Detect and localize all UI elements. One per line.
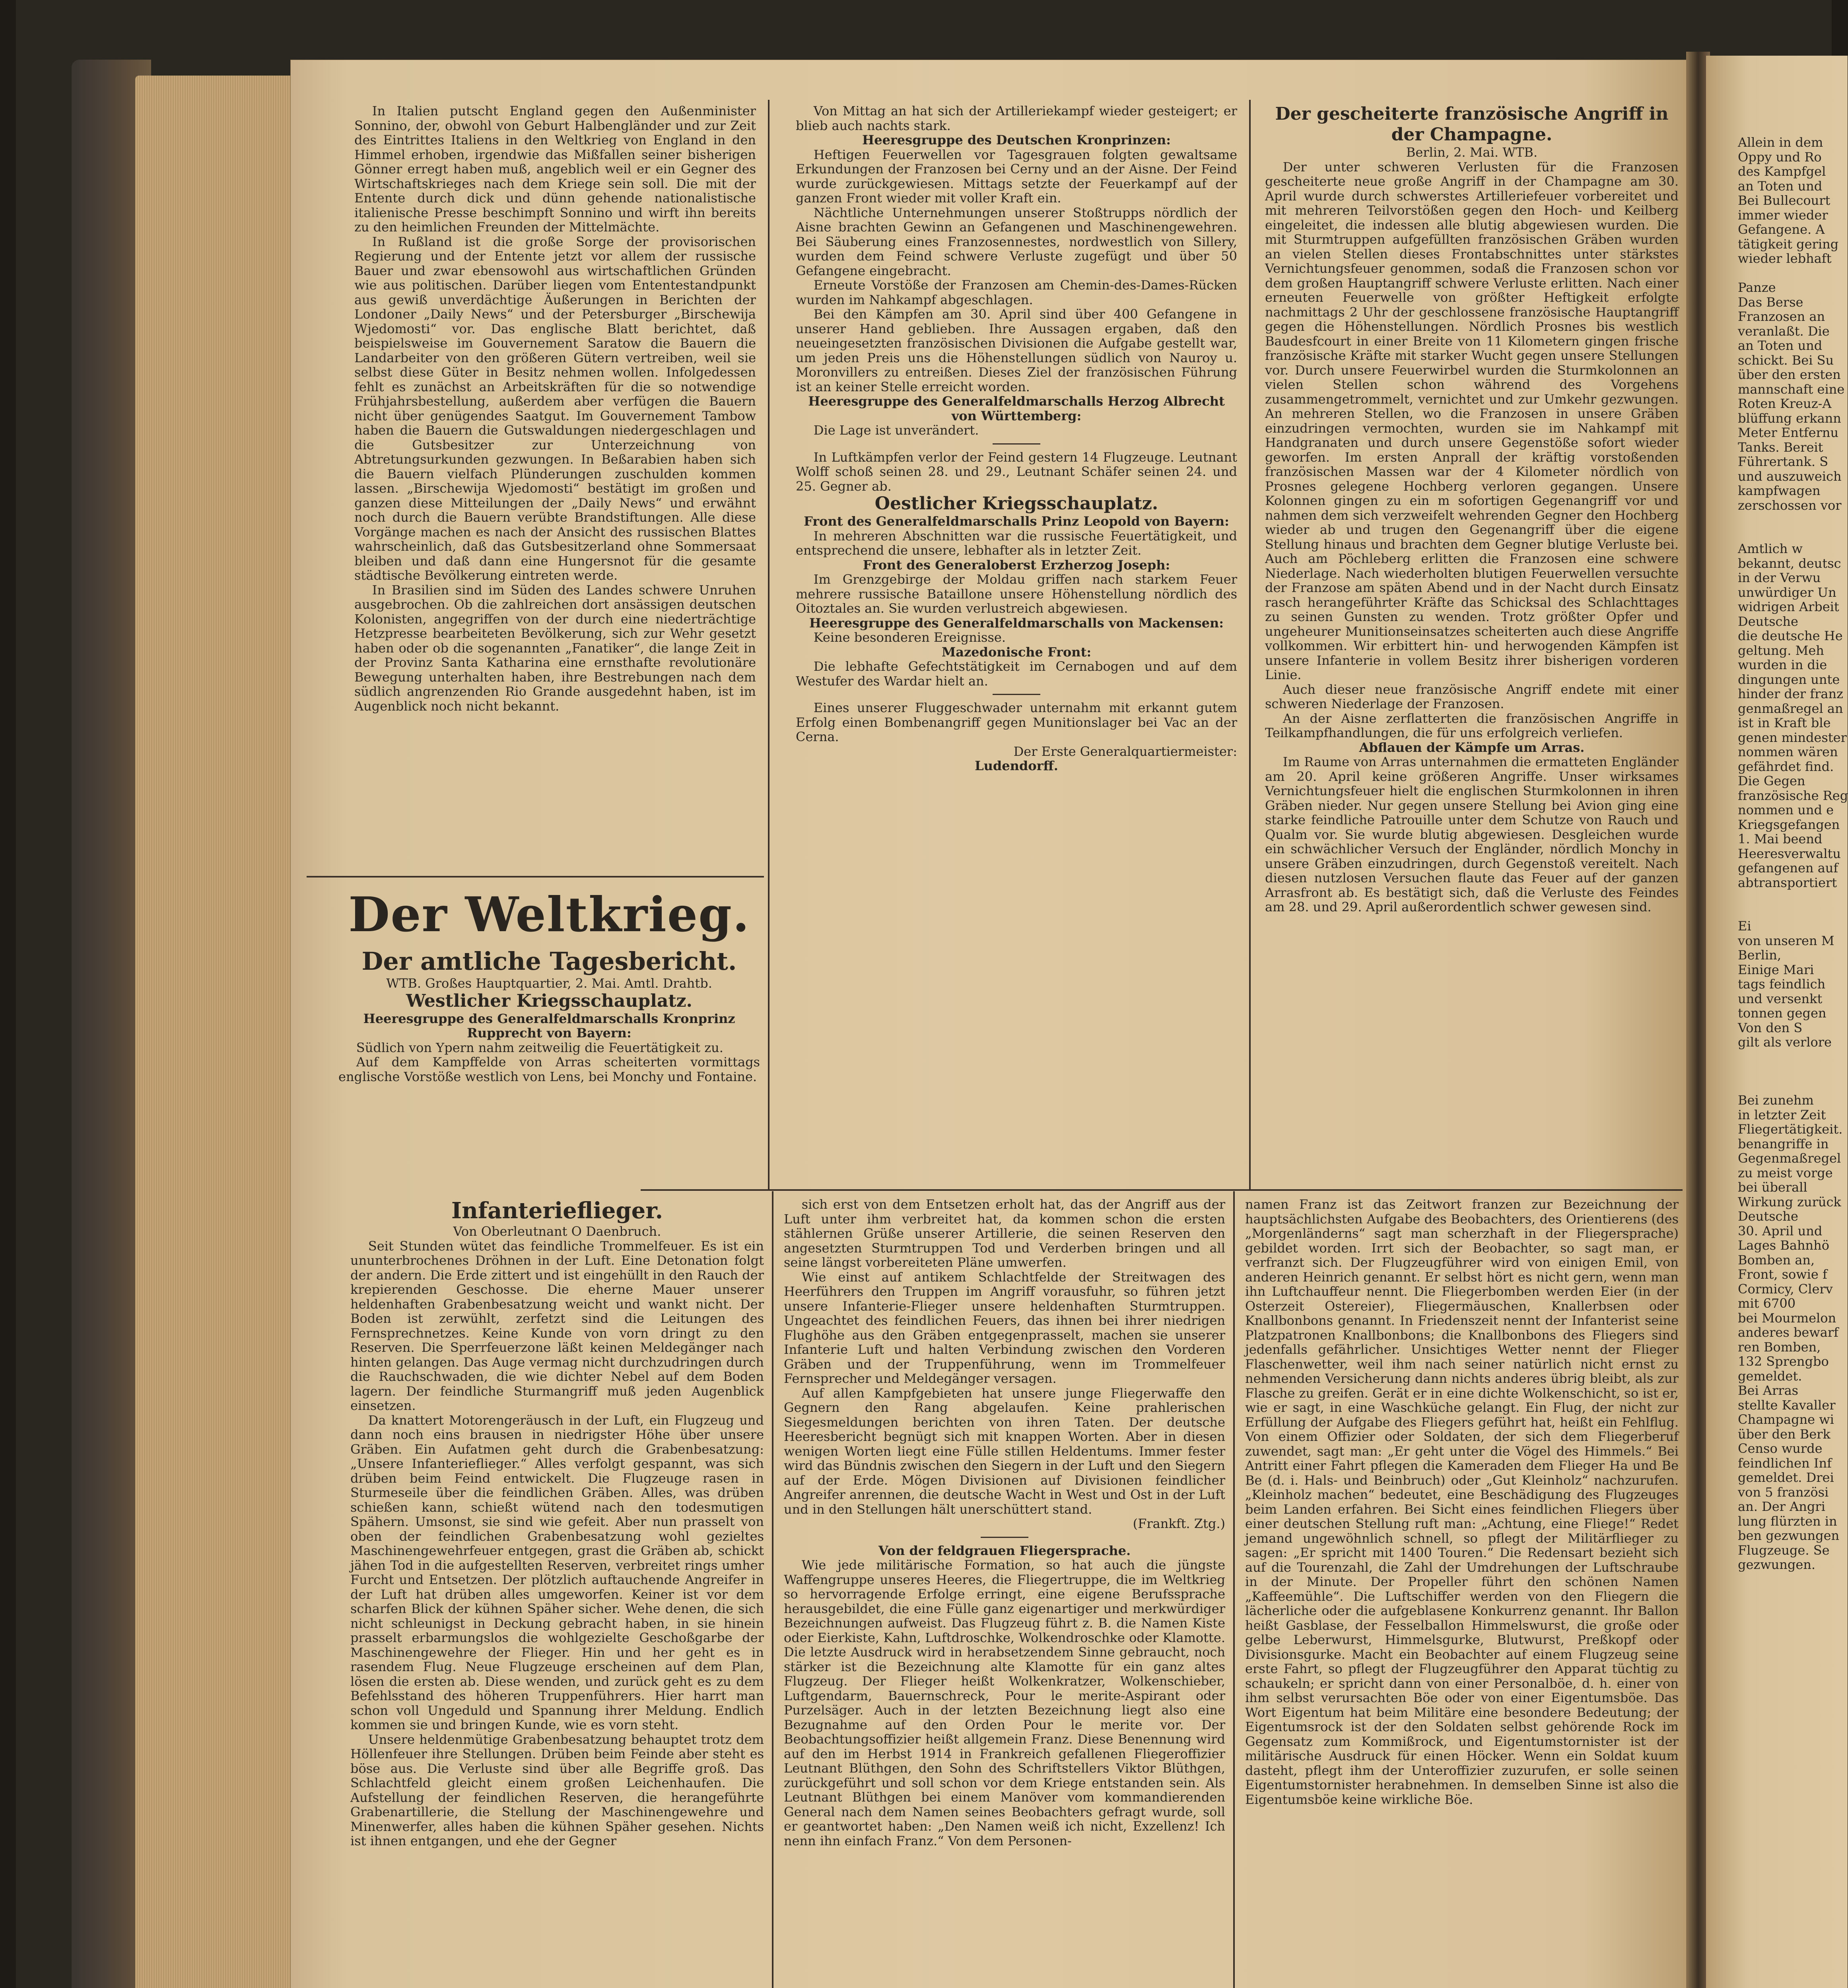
army-group-heading: Heeresgruppe des Generalfeldmarschalls Herzog Albrecht von Württemberg: <box>808 394 1225 423</box>
facing-page-line: von unseren M <box>1738 933 1834 948</box>
facing-page-line: Allein in dem <box>1738 135 1823 150</box>
book-photo-background <box>16 0 1848 1988</box>
report-paragraph: Keine besonderen Ereignisse. <box>813 630 1006 645</box>
facing-page-line: genmaßregel an <box>1738 701 1843 716</box>
facing-page-line: blüffung erkann <box>1738 410 1841 426</box>
column-rule <box>1249 100 1251 1189</box>
facing-page-line: ist in Kraft ble <box>1738 715 1831 730</box>
facing-page-line: dingungen unte <box>1738 672 1840 687</box>
champagne-article <box>1265 104 1679 914</box>
report-paragraph: Heftigen Feuerwellen vor Tagesgrauen folgten gewaltsame Erkundungen der Franzosen bei Cerny und an der Aisne. Der Feind wurde zurückgewiesen. Mittags setzte der Feuerkampf auf der ganzen Front wieder mit voller Kraft ein. <box>796 147 1237 206</box>
facing-page-line: Die Gegen <box>1738 773 1805 788</box>
facing-page-line: ben gezwungen <box>1738 1528 1840 1543</box>
facing-page-line: tätigkeit gering <box>1738 236 1839 252</box>
army-group-heading: Heeresgruppe des Deutschen Kronprinzen: <box>862 132 1171 148</box>
facing-page-line: kampfwagen <box>1738 483 1821 498</box>
facing-page-line: mit 6700 <box>1738 1296 1796 1311</box>
facing-page-line: Meter Entfernu <box>1738 425 1839 440</box>
facing-page-line: bei überall <box>1738 1180 1807 1195</box>
army-group-heading: Front des Generalfeldmarschalls Prinz Leopold von Bayern: <box>804 514 1229 529</box>
newspaper-page <box>290 60 1691 1988</box>
column-rule <box>772 1191 773 1988</box>
facing-page-line: und auszuweich <box>1738 468 1842 484</box>
report-paragraph: Die Lage ist unverändert. <box>813 423 979 438</box>
fliegersprache-continuation <box>1245 1197 1679 1807</box>
signature-title: Der Erste Generalquartiermeister: <box>1013 744 1237 759</box>
report-paragraph: Von Mittag an hat sich der Artilleriekampf wieder gesteigert; er blieb auch nachts stark. <box>796 103 1237 133</box>
report-continuation-column <box>796 104 1237 773</box>
facing-page-line: nommen und e <box>1738 802 1834 817</box>
facing-page-line: 132 Sprengbo <box>1738 1354 1829 1369</box>
facing-page-line: Censo wurde <box>1738 1441 1823 1456</box>
facing-page-line: tags feindlich <box>1738 977 1826 992</box>
facing-page-line: Einige Mari <box>1738 962 1814 977</box>
facing-page-line: Führertank. S <box>1738 454 1829 469</box>
facing-page-line: Bomben an, <box>1738 1252 1815 1268</box>
facing-page-line: Lages Bahnhö <box>1738 1238 1830 1253</box>
facing-page-line: benangriffe in <box>1738 1136 1829 1151</box>
facing-page-line: an. Der Angri <box>1738 1499 1825 1514</box>
facing-page-line: Wirkung zurück <box>1738 1194 1841 1209</box>
facing-page-line: die deutsche He <box>1738 628 1843 643</box>
report-paragraph: Eines unserer Fluggeschwader unternahm mit erkannt gutem Erfolg einen Bombenangriff gegen Munitionslager bei Vac an der Cerna. <box>796 700 1237 744</box>
facing-page-line <box>1738 1079 1841 1093</box>
facing-page-line: Cormicy, Clerv <box>1738 1281 1833 1297</box>
facing-page-line: mannschaft eine <box>1738 381 1845 397</box>
facing-page-line: immer wieder <box>1738 207 1828 223</box>
facing-page-line: bekannt, deutsc <box>1738 555 1841 571</box>
facing-page-line: Flugzeuge. Se <box>1738 1542 1830 1558</box>
foreign-news-column <box>354 104 756 713</box>
article-paragraph: Da knattert Motorengeräusch in der Luft, ein Flugzeug und dann noch eins brausen in niedrigster Höhe über unsere Gräben. Ein Aufatmen geht durch die Grabenbesatzung: „Unsere Infanterieflieger.“ Alles verfolgt gespannt, was sich drüben beim Feind entwickelt. Die Flugzeuge rasen in Sturmeseile über die feindlichen Gräben. Alles, was drüben schießen kann, schießt wütend nach den todesmutigen Spähern. Umsonst, sie sind wie gefeit. Aber nun prasselt von oben der feindlichen Grabenbesatzung wohl gezieltes Maschinengewehrfeuer entgegen, grast die Gräben ab, schickt jähen Tod in die aufgestellten Reserven, verbreitet rings umher Furcht und Entsetzen. Der plötzlich auftauchende Angreifer in der Luft hat drüben alles umgeworfen. Keiner ist vor dem scharfen Blick der kühnen Späher sicher. Wehe denen, die sich nicht schleunigst in Deckung gebracht haben, in sie hinein prasselt erbarmungslos die wohlgezielte Geschoßgarbe der Maschinengewehre der Flieger. Hin und her geht es in rasendem Flug. Neue Flugzeuge erscheinen auf dem Plan, lösen die ersten ab. Diese wenden, und zurück geht es zu dem Befehlsstand des höheren Truppenführers. Hier harrt man schon voll Ungeduld und Spannung ihrer Meldung. Endlich kommen sie und bringen Kunde, wie es vorn steht. <box>350 1412 764 1732</box>
facing-page-line: und versenkt <box>1738 991 1823 1006</box>
report-paragraph: Die lebhafte Gefechtstätigkeit im Cernabogen und auf dem Westufer des Wardar hielt an. <box>796 659 1237 689</box>
facing-page-line: wieder lebhaft <box>1738 251 1832 266</box>
facing-page-edge <box>1706 56 1848 1988</box>
infanterieflieger-article <box>350 1197 764 1848</box>
article-paragraph: Im Raume von Arras unternahmen die ermatteten Engländer am 20. April keine größeren Angriffe. Unser wirksames Vernichtungsfeuer hielt die englischen Sturmkolonnen in ihren Gräben nieder. Nur gegen unsere Stellung bei Avion ging eine starke feindliche Patrouille unter dem Schutze von Rauch und Qualm vor. Sie wurde blutig abgewiesen. Desgleichen wurde ein schwächlicher Versuch der Engländer, nördlich Monchy in unsere Gräben einzudringen, durch Gegenstoß vereitelt. Nach diesen nutzlosen Versuchen flaute das Feuer auf der ganzen Arrasfront ab. Es bestätigt sich, daß die Verluste des Feindes am 28. und 29. April außerordentlich schwer gewesen sind. <box>1265 754 1679 914</box>
facing-page-line: Fliegertätigkeit. <box>1738 1122 1843 1137</box>
facing-page-line <box>1738 513 1841 527</box>
facing-page-line: stellte Kavaller <box>1738 1397 1836 1413</box>
separator-rule <box>993 443 1040 445</box>
author-line: Von Oberleutnant O Daenbruch. <box>453 1224 661 1239</box>
facing-page-line: französische Reg <box>1738 788 1848 803</box>
facing-page-line: gemeldet. <box>1738 1368 1802 1384</box>
article-paragraph: Wie einst auf antikem Schlachtfelde der Streitwagen des Heerführers den Truppen im Angriff vorausfuhr, so führen jetzt unsere Infanterie-Flieger unsere heldenhaften Sturmtruppen. Ungeachtet des feindlichen Feuers, das ihnen bei ihrer niedrigen Flughöhe aus den Gräben entgegenprasselt, machen sie unserer Infanterie Luft und halten Verbindung zwischen den Vorderen Gräben und der Truppenführung, wenn im Trommelfeuer Fernsprecher und Meldegänger versagen. <box>784 1269 1225 1386</box>
facing-page-line: gilt als verlore <box>1738 1035 1832 1050</box>
facing-page-line: an Toten und <box>1738 178 1823 194</box>
facing-page-line: Bei Arras <box>1738 1383 1799 1398</box>
italy-paragraph: In Italien putscht England gegen den Außenminister Sonnino, der, obwohl von Geburt Halbengländer und zur Zeit des Eintrittes Italiens in den Weltkrieg von England in den Himmel erhoben, irgendwie das Mißfallen seiner bisherigen Gönner erregt haben muß, angeblich weil er ein Gegner des Wirtschaftskrieges nach dem Kriege sein soll. Die mit der Entente durch dick und dünn gehende nationalistische italienische Presse beschimpft Sonnino und wirft ihn bereits zu den heimlichen Freunden der Mittelmächte. <box>354 103 756 235</box>
facing-page-line: unwürdiger Un <box>1738 584 1836 600</box>
facing-page-line: widrigen Arbeit <box>1738 599 1839 614</box>
facing-page-line: Franzosen an <box>1738 309 1825 324</box>
separator-rule <box>981 1537 1028 1538</box>
report-paragraph: Im Grenzgebirge der Moldau griffen nach starkem Feuer mehrere russische Bataillone unsere Höhenstellung nördlich des Oitoztales an. Sie wurden verlustreich abgewiesen. <box>796 572 1237 616</box>
weltkrieg-section <box>338 883 760 1084</box>
horizontal-rule <box>641 1189 1683 1191</box>
facing-page-line: ren Bomben, <box>1738 1339 1821 1355</box>
facing-page-line <box>1738 1050 1841 1064</box>
facing-page-line: nommen wären <box>1738 744 1838 759</box>
facing-page-line: Deutsche <box>1738 1209 1798 1224</box>
facing-page-line: Berlin, <box>1738 947 1781 963</box>
facing-page-line: gezwungen. <box>1738 1557 1816 1572</box>
arras-heading: Abflauen der Kämpfe um Arras. <box>1359 740 1585 755</box>
facing-page-line: Amtlich w <box>1738 541 1803 556</box>
article-paragraph: Seit Stunden wütet das feindliche Trommelfeuer. Es ist ein ununterbrochenes Dröhnen in der Luft. Eine Detonation folgt der andern. Die Erde zittert und ist eingehüllt in den Rauch der krepierenden Geschosse. Die eherne Mauer unserer heldenhaften Grabenbesatzung weicht und wankt nicht. Der Boden ist zerwühlt, zerfetzt sind die Leitungen des Fernsprechnetzes. Keine Kunde von vorn dringt zu den Reserven. Die Sperrfeuerzone läßt keinen Meldegänger nach hinten gelangen. Das Auge vermag nicht durchzudringen durch die Rauchschwaden, die wie dichter Nebel auf dem Boden lagern. Der feindliche Sturmangriff muß jeden Augenblick einsetzen. <box>350 1238 764 1413</box>
facing-page-line <box>1738 1064 1841 1079</box>
facing-page-line: anderes bewarf <box>1738 1325 1838 1340</box>
facing-page-line: gefangenen auf <box>1738 860 1838 876</box>
fliegersprache-title: Von der feldgrauen Fliegersprache. <box>878 1543 1131 1558</box>
east-front-title: Oestlicher Kriegsschauplatz. <box>874 493 1158 514</box>
facing-page-line: 30. April und <box>1738 1223 1823 1239</box>
facing-page-line: Bei Bullecourt <box>1738 193 1831 208</box>
facing-page-line: Front, sowie f <box>1738 1267 1827 1282</box>
champagne-dateline: Berlin, 2. Mai. WTB. <box>1406 145 1538 160</box>
facing-page-line: Champagne wi <box>1738 1412 1834 1427</box>
macedonia-heading: Mazedonische Front: <box>941 644 1092 660</box>
facing-page-text <box>1738 135 1848 1572</box>
article-paragraph: Der unter schweren Verlusten für die Franzosen gescheiterte neue große Angriff in der Champagne am 30. April wurde durch schwerstes Artilleriefeuer vorbereitet und mit mehreren Teilvorstößen gegen den Hoch- und Keilberg eingeleitet, die indessen alle blutig abgewiesen wurden. Die mit Sturmtruppen aufgefüllten französischen Gräben wurden an vielen Stellen dieses Frontabschnittes unter stärkstes Vernichtungsfeuer genommen, sodaß die Franzosen schon vor dem großen Hauptangriff schwere Verluste erlitten. Nach einer erneuten Feuerwelle von größter Heftigkeit erfolgte nachmittags 2 Uhr der geschlossene französische Hauptangriff gegen die Höhenstellungen. Nördlich Prosnes bis westlich Baudesfcourt in einer Breite von 11 Kilometern gingen frische französische Kräfte mit starker Wucht gegen unsere Stellungen vor. Durch unsere Feuerwirbel wurden die Sturmkolonnen an vielen Stellen schon während des Vorgehens zusammengetrommelt, vernichtet und zur Umkehr gezwungen. An mehreren Stellen, wo die Franzosen in unsere Gräben einzudringen vermochten, wurden sie im Nahkampf mit Handgranaten und durch unsere Gegenstöße sofort wieder geworfen. Im ersten Anprall der kräftig vorstoßenden französischen Massen war der 4 Kilometer nördlich von Prosnes gelegene Hochberg verloren gegangen. Unsere Kolonnen gingen zu ein m sofortigen Gegenangriff vor und nahmen dem sich verzweifelt wehrenden Gegner den Hochberg wieder ab und trugen den Gegenangriff über die eigene Stellung hinaus und brachten dem Gegner blutige Verluste bei. Auch am Pöchleberg erlitten die Franzosen eine schwere Niederlage. Nach wiederholten blutigen Feuerwellen versuchte der Franzose am späten Abend und in der Nacht durch Einsatz rasch herangeführter Kräfte das Schicksal des Schlachttages zu seinen Gunsten zu wenden. Trotz größter Opfer und ungeheurer Munitionseinsatzes scheiterten auch diese Angriffe vollkommen. Wir erbittert hin- und herwogenden Kämpfen ist unsere Infanterie in vollem Besitz ihrer bisherigen vorderen Linie. <box>1265 159 1679 682</box>
facing-page-line: veranlaßt. Die <box>1738 323 1830 339</box>
facing-page-line: schickt. Bei Su <box>1738 352 1834 368</box>
facing-page-line: geltung. Meh <box>1738 643 1824 658</box>
west-front-title: Westlicher Kriegsschauplatz. <box>406 990 692 1011</box>
facing-page-line: 1. Mai beend <box>1738 831 1823 846</box>
column-rule <box>1233 1191 1235 1988</box>
facing-page-line: Tanks. Bereit <box>1738 439 1823 455</box>
article-paragraph: sich erst von dem Entsetzen erholt hat, das der Angriff aus der Luft unter ihm verbreitet hat, da kommen schon die ersten stählernen Grüße unserer Artillerie, die seinen Reserven den angesetzten Sturmtruppen Tod und Verderben bringen und all seine längst vorbereiteten Pläne umwerfen. <box>784 1197 1225 1270</box>
facing-page-line: abtransportiert <box>1738 875 1837 890</box>
article-paragraph: Wie jede militärische Formation, so hat auch die jüngste Waffengruppe unseres Heeres, die Fliegertruppe, die im Weltkrieg so hervorragende Erfolge erringt, eine eigene Berufssprache herausgebildet, die eine Fülle ganz eigenartiger und merkwürdiger Bezeichnungen aufweist. Das Flugzeug führt z. B. die Namen Kiste oder Eierkiste, Kahn, Luftdroschke, Wolkendroschke oder Klamotte. Die letzte Ausdruck wird in herabsetzendem Sinne gebraucht, noch stärker ist die Bezeichnung alte Klamotte für ein ganz altes Flugzeug. Der Flieger heißt Wolkenkratzer, Wolkenschieber, Luftgendarm, Bauernschreck, Pour le merite-Aspirant oder Purzelsäger. Auch in der letzten Bezeichnung liegt also eine Bezugnahme auf den Orden Pour le merite vor. Der Beobachtungsoffizier heißt allgemein Franz. Diese Benennung wird auf den im Herbst 1914 in Frankreich gefallenen Fliegeroffizier Leutnant Blüthgen, den Sohn des Schriftstellers Viktor Blüthgen, zurückgeführt und soll schon vor dem Kriege entstanden sein. Als Leutnant Blüthgen bei einem Manöver vom kommandierenden General nach dem Namen seines Beobachters gefragt wurde, soll er geantwortet haben: „Den Namen weiß ich nicht, Exzellenz! Ich nenn ihn einfach Franz.“ Von dem Personen- <box>784 1557 1225 1848</box>
facing-page-line <box>1738 905 1841 919</box>
facing-page-line: genen mindester <box>1738 730 1847 745</box>
report-dateline: WTB. Großes Hauptquartier, 2. Mai. Amtl. Drahtb. <box>386 976 712 991</box>
tagesbericht-subtitle: Der amtliche Tagesbericht. <box>361 947 737 976</box>
facing-page-line: Roten Kreuz-A <box>1738 396 1832 411</box>
article-paragraph: Auf allen Kampfgebieten hat unsere junge Fliegerwaffe den Gegnern den Rang abgelaufen. Keine prahlerischen Siegesmeldungen berichten von ihren Taten. Der deutsche Heeresbericht begnügt sich mit knappen Worten. Aber in diesen wenigen Worten liegt eine Fülle stillen Heldentums. Immer fester wird das Bündnis zwischen den Siegern in der Luft und den Siegern auf der Erde. Mögen Divisionen auf Divisionen feindlicher Angreifer anrennen, die deutsche Wacht in West und Ost in der Luft und in den Stellungen hält unerschüttert stand. <box>784 1385 1225 1517</box>
facing-page-line: zerschossen vor <box>1738 497 1842 513</box>
facing-page-line: Kriegsgefangen <box>1738 817 1840 832</box>
facing-page-line: in der Verwu <box>1738 570 1821 585</box>
russia-paragraph: In Rußland ist die große Sorge der provisorischen Regierung und der Entente jetzt vor allem der russische Bauer und zwar ebensowohl aus wirtschaftlichen Gründen wie aus politischen. Darüber liegen vom Ententestandpunkt aus gewiß unverdächtige Äußerungen in Berichten der Londoner „Daily News“ und der Petersburger „Birschewija Wjedomosti“ vor. Das englische Blatt berichtet, daß beispielsweise im Gouvernement Saratow die Bauern die Landarbeiter von den größeren Gütern vertreiben, weil sie selbst diese Güter in Besitz nehmen wollen. Infolgedessen fehlt es zunächst an Arbeitskräften für die so notwendige Frühjahrsbestellung, außerdem aber verfügen die Bauern nicht über genügendes Saatgut. Im Gouvernement Tambow haben die Bauern die Gutswaldungen niedergeschlagen und die Gutsbesitzer zur Unterzeichnung von Abtretungsurkunden gezwungen. In Beßarabien haben sich die Bauern vielfach Plünderungen zuschulden kommen lassen. „Birschewija Wjedomosti“ bestätigt im großen und ganzen diese Mitteilungen der „Daily News“ und erwähnt noch durch die Bauern verübte Brandstiftungen. Alle diese Vorgänge machen es nach der Ansicht des russischen Blattes wahrscheinlich, daß das Gutsbesitzerland ohne Sommersaat bleiben und daß dann eine Hungersnot für die gesamte städtische Bevölkerung eintreten werde. <box>354 234 756 583</box>
army-group-heading: Front des Generaloberst Erzherzog Joseph: <box>863 557 1170 573</box>
facing-page-line: über den Berk <box>1738 1426 1831 1442</box>
report-paragraph: In mehreren Abschnitten war die russische Feuertätigkeit, und entsprechend die unsere, lebhafter als in letzter Zeit. <box>796 528 1237 558</box>
facing-page-line: Oppy und Ro <box>1738 149 1822 165</box>
report-paragraph: Auf dem Kampffelde von Arras scheiterten vormittags englische Vorstöße westlich von Lens, bei Monchy und Fontaine. <box>338 1054 760 1084</box>
facing-page-line: Heeresverwaltu <box>1738 846 1841 861</box>
facing-page-line: Von den S <box>1738 1020 1803 1035</box>
article-paragraph: Auch dieser neue französische Angriff endete mit einer schweren Niederlage der Franzosen. <box>1265 681 1679 711</box>
facing-page-line: des Kampfgel <box>1738 164 1826 179</box>
article-paragraph: namen Franz ist das Zeitwort franzen zur Bezeichnung der hauptsächlichsten Aufgabe des Beobachters, des Orientierens (des „Morgenländerns“ sagt man scherzhaft in der Fliegersprache) gebildet worden. Irrt sich der Beobachter, so sagt man, er verfranzt sich. Der Flugzeugführer wird von einigen Emil, von anderen Heinrich genannt. Er selbst hört es nicht gern, wenn man ihn Luftchauffeur nennt. Die Fliegerbomben werden Eier (in der Osterzeit Ostereier), Fliegermäuschen, Knallerbsen oder Knallbonbons genannt. In Friedenszeit nennt der Infanterist seine Platzpatronen Knallbonbons; die Knallbonbons des Fliegers sind jedenfalls gefährlicher. Unsichtiges Wetter nennt der Flieger Flaschenwetter, weil ihm nach seiner natürlich nicht ernst zu nehmenden Versicherung dann nichts anderes übrig bleibt, als zur Flasche zu greifen. Gerät er in eine dichte Wolkenschicht, so ist er, wie er sagt, in eine Waschküche gelangt. Ein Flug, der nicht zur Erfüllung der Aufgabe des Fliegers geführt hat, heißt ein Fehlflug. Von einem Offizier oder Soldaten, der sich dem Fliegerberuf zuwendet, sagt man: „Er geht unter die Vögel des Himmels.“ Bei Antritt einer Fahrt pflegen die Kameraden dem Flieger Ha und Be Be (d. i. Hals- und Beinbruch) oder „Gut Kleinholz“ nachzurufen. „Kleinholz machen“ bedeutet, eine Beschädigung des Flugzeuges beim Landen erfahren. Bei Sicht eines feindlichen Fliegers über einer deutschen Stellung ruft man: „Achtung, eine Fliege!“ Redet jemand ungewöhnlich schnell, so pflegt der Militärflieger zu sagen: „Er spricht mit 1400 Touren.“ Die Redensart bezieht sich auf die Tourenzahl, die Zahl der Umdrehungen der Luftschraube in der Minute. Der Propeller führt den schönen Namen „Kaffeemühle“. Die Luftschiffer werden von den Fliegern die lächerliche oder die aufgeblasene Konkurrenz genannt. Ihr Ballon heißt Gasblase, der Fesselballon Himmelswurst, die große oder gelbe Leberwurst, Himmelsgurke, Blutwurst, Preßkopf oder Divisionsgurke. Macht ein Beobachter auf einem Flugzeug seine erste Fahrt, so pflegt der Flugzeugführer den Apparat tüchtig zu schaukeln; er spricht dann von einer Personalböe, d. h. einer von ihm selbst verursachten Böe oder von einer Eigentumsböe. Das Wort Eigentum hat beim Militäre eine besondere Bedeutung; der Eigentumsrock ist der den Soldaten selbst gehörende Rock im Gegensatz zum Kommißrock, und Eigentumstornister ist der militärische Ausdruck für einen Höcker. Wenn ein Soldat kuum dasteht, pflegt ihm der Unteroffizier zuzurufen, er solle seinen Eigentumstornister herabnehmen. In demselben Sinne ist also die Eigentumsböe keine wirkliche Böe. <box>1245 1197 1679 1807</box>
facing-page-line: Gegenmaßregel <box>1738 1151 1841 1166</box>
facing-page-line: bei Mourmelon <box>1738 1310 1836 1326</box>
facing-page-line: zu meist vorge <box>1738 1165 1833 1180</box>
source-credit: (Frankft. Ztg.) <box>1133 1516 1225 1531</box>
page-stack-edge <box>135 76 302 1988</box>
report-paragraph: Südlich von Ypern nahm zeitweilig die Feuertätigkeit zu. <box>356 1040 723 1055</box>
weltkrieg-title: Der Weltkrieg. <box>348 887 750 943</box>
facing-page-line: tonnen gegen <box>1738 1006 1827 1021</box>
report-paragraph: In Luftkämpfen verlor der Feind gestern 14 Flugzeuge. Leutnant Wolff schoß seinen 28. und 29., Leutnant Schäfer seinen 24. und 25. Gegner ab. <box>796 449 1237 494</box>
horizontal-rule <box>307 876 764 878</box>
report-paragraph: Bei den Kämpfen am 30. April sind über 400 Gefangene in unserer Hand geblieben. Ihre Aussagen ergaben, daß den neueingesetzten französischen Divisionen die Aufgabe gestellt war, um jeden Preis uns die Höhenstellungen südlich von Nauroy u. Moronvillers zu entreißen. Dieses Ziel der französischen Führung ist an keiner Stelle erreicht worden. <box>796 307 1237 394</box>
signature-name: Ludendorff. <box>975 758 1058 773</box>
report-paragraph: Nächtliche Unternehmungen unserer Stoßtrupps nördlich der Aisne brachten Gewinn an Gefangenen und Maschinengewehren. Bei Säuberung eines Franzosennestes, nordwestlich von Sillery, wurden dem Feind schwere Verluste zugefügt und über 50 Gefangene eingebracht. <box>796 205 1237 278</box>
facing-page-line: gefährdet find. <box>1738 759 1834 774</box>
facing-page-line: lung flürzten in <box>1738 1513 1837 1529</box>
infanterieflieger-continuation <box>784 1197 1225 1848</box>
facing-page-line: wurden in die <box>1738 657 1827 672</box>
facing-page-line <box>1738 890 1841 905</box>
article-paragraph: An der Aisne zerflatterten die französischen Angriffe in Teilkampfhandlungen, die für uns erfolgreich verliefen. <box>1265 711 1679 740</box>
separator-rule <box>993 694 1040 695</box>
brazil-paragraph: In Brasilien sind im Süden des Landes schwere Unruhen ausgebrochen. Ob die zahlreichen dort ansässigen deutschen Kolonisten, angegriffen von der durch eine niederträchtige Hetzpresse bearbeiteten Bevölkerung, sich zur Wehr gesetzt haben oder ob die sogenannten „Fanatiker“, die lange Zeit in der Provinz Santa Katharina eine ernsthafte revolutionäre Bewegung unterhalten haben, ihre Bestrebungen nach dem südlich angrenzenden Rio Grande ausgedehnt haben, ist im Augenblick noch nicht bekannt. <box>354 582 756 714</box>
facing-page-line: Bei zunehm <box>1738 1093 1814 1108</box>
article-paragraph: Unsere heldenmütige Grabenbesatzung behauptet trotz dem Höllenfeuer ihre Stellungen. Drüben beim Feinde aber steht es böse aus. Die Verluste sind über alle Begriffe groß. Das Schlachtfeld gleicht einem großen Leichenhaufen. Die Aufstellung der feindlichen Reserven, die herangeführte Grabenartillerie, die Stellung der Maschinengewehre und Minenwerfer, alles haben die kühnen Späher gesehen. Nichts ist ihnen entgangen, und ehe der Gegner <box>350 1732 764 1848</box>
facing-page-line: Das Berse <box>1738 294 1803 310</box>
infanterieflieger-title: Infanterieflieger. <box>451 1198 663 1224</box>
facing-page-line <box>1738 527 1841 542</box>
facing-page-line: Gefangene. A <box>1738 222 1825 237</box>
army-group-heading: Heeresgruppe des Generalfeldmarschalls von Mackensen: <box>809 615 1224 631</box>
facing-page-line: Ei <box>1738 918 1751 934</box>
facing-page-line: in letzter Zeit <box>1738 1107 1826 1122</box>
facing-page-line: Panze <box>1738 280 1776 295</box>
facing-page-line: von 5 französi <box>1738 1484 1829 1500</box>
report-paragraph: Erneute Vorstöße der Franzosen am Chemin-des-Dames-Rücken wurden im Nahkampf abgeschlagen. <box>796 278 1237 307</box>
column-rule <box>768 100 770 1189</box>
facing-page-line: an Toten und <box>1738 338 1823 353</box>
facing-page-line: Deutsche <box>1738 613 1798 629</box>
army-group-heading: Heeresgruppe des Generalfeldmarschalls Kronprinz Rupprecht von Bayern: <box>363 1011 735 1041</box>
facing-page-line: feindlichen Inf <box>1738 1455 1832 1471</box>
champagne-title: Der gescheiterte französische Angriff in der Champagne. <box>1275 104 1669 145</box>
facing-page-line: über den ersten <box>1738 367 1841 382</box>
facing-page-line: gemeldet. Drei <box>1738 1470 1834 1485</box>
facing-page-line <box>1738 266 1841 281</box>
facing-page-line: hinder der franz <box>1738 686 1843 701</box>
